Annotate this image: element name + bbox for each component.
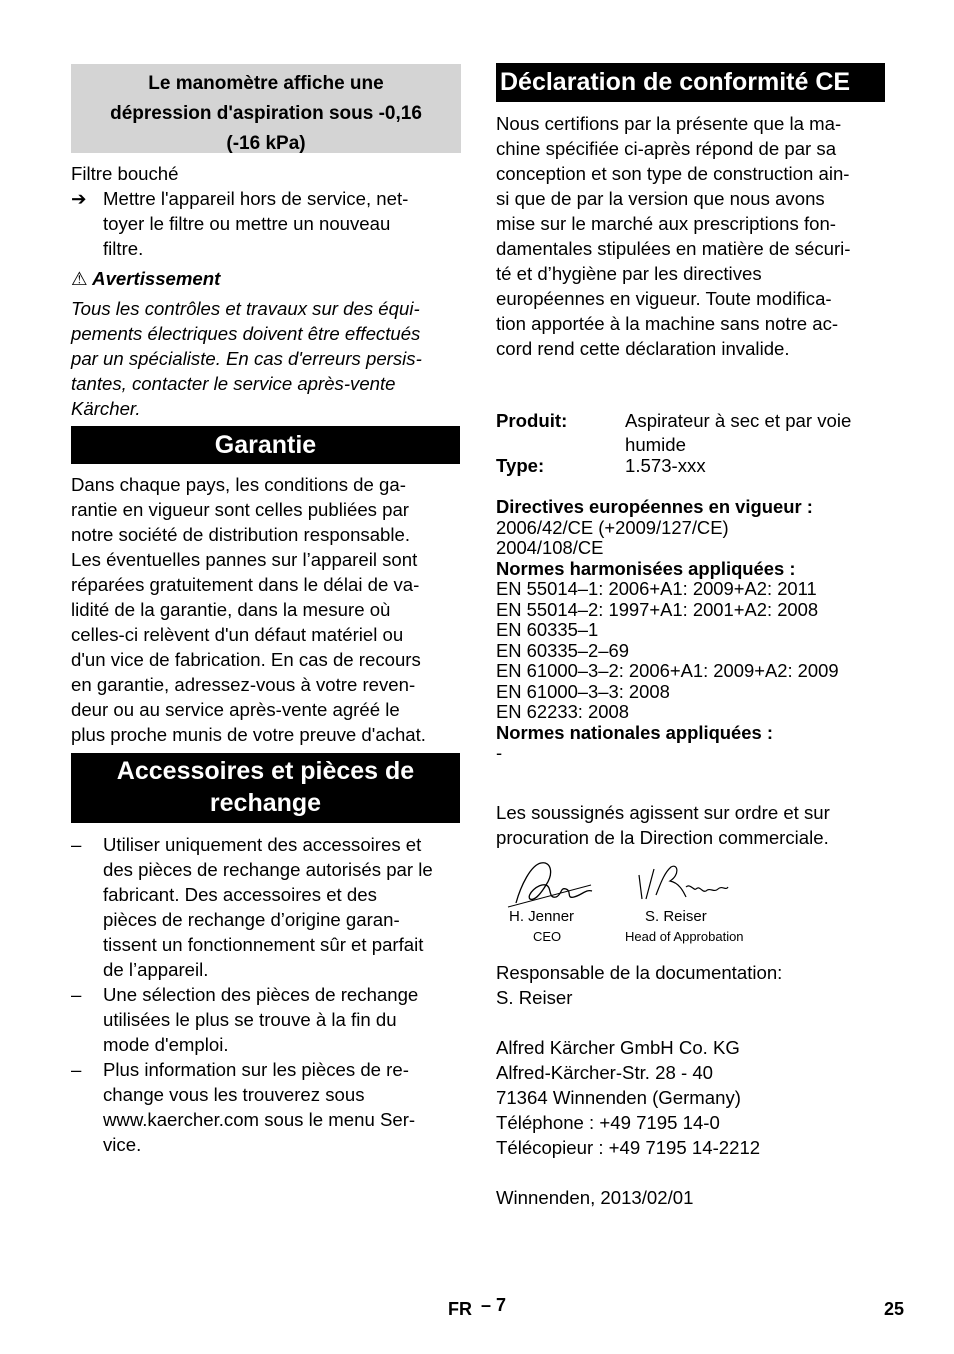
warning-title: Avertissement	[92, 268, 221, 289]
norme-line: EN 60335–2–69	[496, 639, 629, 661]
address-line: Téléphone : +49 7195 14-0	[496, 1112, 720, 1133]
norme-line: EN 61000–3–2: 2006+A1: 2009+A2: 2009	[496, 660, 839, 681]
garantie-line: Dans chaque pays, les conditions de ga-	[71, 474, 406, 495]
ce-line: Nous certifions par la présente que la ma-	[496, 113, 842, 134]
list-line: Une sélection des pièces de rechange	[103, 984, 419, 1005]
manometer-heading	[71, 64, 461, 153]
remedy-line: toyer le filtre ou mettre un nouveau	[103, 213, 391, 234]
dash-icon: –	[71, 1059, 82, 1080]
doc-responsible	[496, 960, 886, 1010]
ce-line: si que de par la version que nous avons	[496, 188, 825, 209]
list-line: vice.	[103, 1134, 142, 1155]
list-item	[71, 1057, 461, 1157]
signer1-name: H. Jenner	[509, 908, 575, 925]
manometer-heading-line: Le manomètre affiche une	[148, 73, 384, 94]
ce-text	[496, 111, 886, 361]
warning-line: Tous les contrôles et travaux sur des équi-	[71, 298, 420, 319]
dash-icon: –	[71, 834, 82, 855]
list-item	[71, 982, 461, 1057]
warning-line: tantes, contacter le service après-vente	[71, 373, 396, 394]
list-line: fabricant. Des accessoires et des	[103, 884, 377, 905]
cause-text: Filtre bouché	[71, 163, 179, 184]
list-line: pièces de rechange d’origine garan-	[103, 909, 400, 930]
garantie-line: en garantie, adressez-vous à votre reven-	[71, 674, 416, 695]
directives-block	[496, 497, 896, 764]
address-line: Alfred Kärcher GmbH Co. KG	[496, 1037, 740, 1058]
produit-value-line: humide	[625, 434, 686, 455]
warning-icon: ⚠	[71, 268, 88, 289]
accessoires-heading-line: Accessoires et pièces de	[116, 757, 415, 785]
accessoires-heading	[71, 753, 460, 823]
normes-harm-title: Normes harmonisées appliquées :	[496, 557, 796, 579]
type-label: Type:	[496, 455, 545, 476]
warning-text	[71, 296, 461, 421]
list-line: Utiliser uniquement des accessoires et	[103, 834, 422, 855]
warning-line: par un spécialiste. En cas d'erreurs persis-	[71, 348, 422, 369]
norme-line: EN 60335–1	[496, 619, 599, 640]
product-info	[496, 409, 886, 476]
signer2-name: S. Reiser	[645, 908, 707, 925]
ce-line: conception et son type de construction ain-	[496, 163, 850, 184]
remedy-line: Mettre l'appareil hors de service, net-	[103, 188, 409, 209]
norme-line: EN 55014–1: 2006+A1: 2009+A2: 2011	[496, 578, 817, 599]
address-line: Télécopieur : +49 7195 14-2212	[496, 1137, 761, 1158]
garantie-text	[71, 472, 461, 747]
list-line: de l’appareil.	[103, 959, 209, 980]
ce-line: tion apportée à la machine sans notre ac-	[496, 313, 839, 334]
type-row	[496, 454, 886, 476]
accessoires-list	[71, 832, 461, 1157]
page-number: 25	[884, 1299, 905, 1319]
garantie-line: celles-ci relèvent d'un défaut matériel ou	[71, 624, 404, 645]
warning-line: pements électriques doivent être effectués	[71, 323, 421, 344]
garantie-line: deur ou au service après-vente agréé le	[71, 699, 400, 720]
garantie-line: plus proche munis de votre preuve d'achat.	[71, 724, 426, 745]
ce-line: chine spécifiée ci-après répond de par sa	[496, 138, 837, 159]
list-line: des pièces de rechange autorisés par le	[103, 859, 433, 880]
garantie-line: Les éventuelles pannes sur l’appareil sont	[71, 549, 418, 570]
list-line: mode d'emploi.	[103, 1034, 229, 1055]
directive-line: 2004/108/CE	[496, 537, 604, 558]
address-line: 71364 Winnenden (Germany)	[496, 1087, 741, 1108]
accessoires-heading-line: rechange	[209, 789, 322, 817]
directives-title: Directives européennes en vigueur :	[496, 496, 813, 517]
soussignes-line: Les soussignés agissent sur ordre et sur	[496, 802, 830, 823]
warning-line: Kärcher.	[71, 398, 141, 419]
normes-nat-title: Normes nationales appliquées :	[496, 721, 773, 743]
list-line: change vous les trouverez sous	[103, 1084, 365, 1105]
ce-line: damentales stipulées en matière de sécuri-	[496, 238, 851, 259]
ce-heading: Déclaration de conformité CE	[496, 63, 885, 102]
ce-line: européennes en vigueur. Toute modifica-	[496, 288, 832, 309]
normes-nat-value: -	[496, 742, 503, 763]
doc-resp-line: S. Reiser	[496, 987, 573, 1008]
company-address	[496, 1035, 886, 1160]
address-line: Alfred-Kärcher-Str. 28 - 40	[496, 1062, 714, 1083]
ce-line: cord rend cette déclaration invalide.	[496, 338, 790, 359]
soussignes-text	[496, 800, 886, 850]
footer-lang: FR	[448, 1299, 472, 1319]
dash-icon: –	[71, 984, 82, 1005]
manometer-heading-line: dépression d'aspiration sous -0,16	[110, 103, 422, 124]
list-line: Plus information sur les pièces de re-	[103, 1059, 409, 1080]
footer-section-page: – 7	[481, 1295, 507, 1315]
ce-line: mise sur le marché aux prescriptions fon-	[496, 213, 836, 234]
garantie-line: d'un vice de fabrication. En cas de recours	[71, 649, 421, 670]
list-line: tissent un fonctionnement sûr et parfait	[103, 934, 424, 955]
garantie-heading: Garantie	[71, 426, 460, 464]
ce-line: té et d’hygiène par les directives	[496, 263, 762, 284]
doc-resp-line: Responsable de la documentation:	[496, 962, 783, 983]
type-value: 1.573-xxx	[625, 455, 706, 476]
produit-value-line: Aspirateur à sec et par voie	[625, 410, 852, 431]
list-line: www.kaercher.com sous le menu Ser-	[103, 1109, 416, 1130]
arrow-icon: ➔	[71, 188, 87, 209]
norme-line: EN 61000–3–3: 2008	[496, 680, 670, 702]
list-line: utilisées le plus se trouve à la fin du	[103, 1009, 397, 1030]
norme-line: EN 55014–2: 1997+A1: 2001+A2: 2008	[496, 598, 819, 620]
place-date: Winnenden, 2013/02/01	[496, 1187, 694, 1208]
soussignes-line: procuration de la Direction commerciale.	[496, 827, 829, 848]
signer1-role: CEO	[533, 929, 562, 944]
warning-title-row	[71, 266, 461, 291]
garantie-line: rantie en vigueur sont celles publiées par	[71, 499, 409, 520]
norme-line: EN 62233: 2008	[496, 701, 629, 722]
produit-label: Produit:	[496, 410, 568, 431]
produit-row	[496, 409, 886, 457]
manometer-heading-line: (-16 kPa)	[226, 133, 306, 154]
manometer-section	[71, 161, 461, 421]
list-item	[71, 832, 461, 982]
signatures-image	[496, 855, 746, 915]
signer2-role: Head of Approbation	[625, 929, 744, 944]
remedy-line: filtre.	[103, 238, 144, 259]
garantie-line: réparées gratuitement dans le délai de va-	[71, 574, 420, 595]
remedy-item	[71, 186, 461, 261]
directive-line: 2006/42/CE (+2009/127/CE)	[496, 516, 729, 538]
garantie-line: lidité de la garantie, dans la mesure où	[71, 599, 391, 620]
garantie-line: notre société de distribution responsable.	[71, 524, 411, 545]
